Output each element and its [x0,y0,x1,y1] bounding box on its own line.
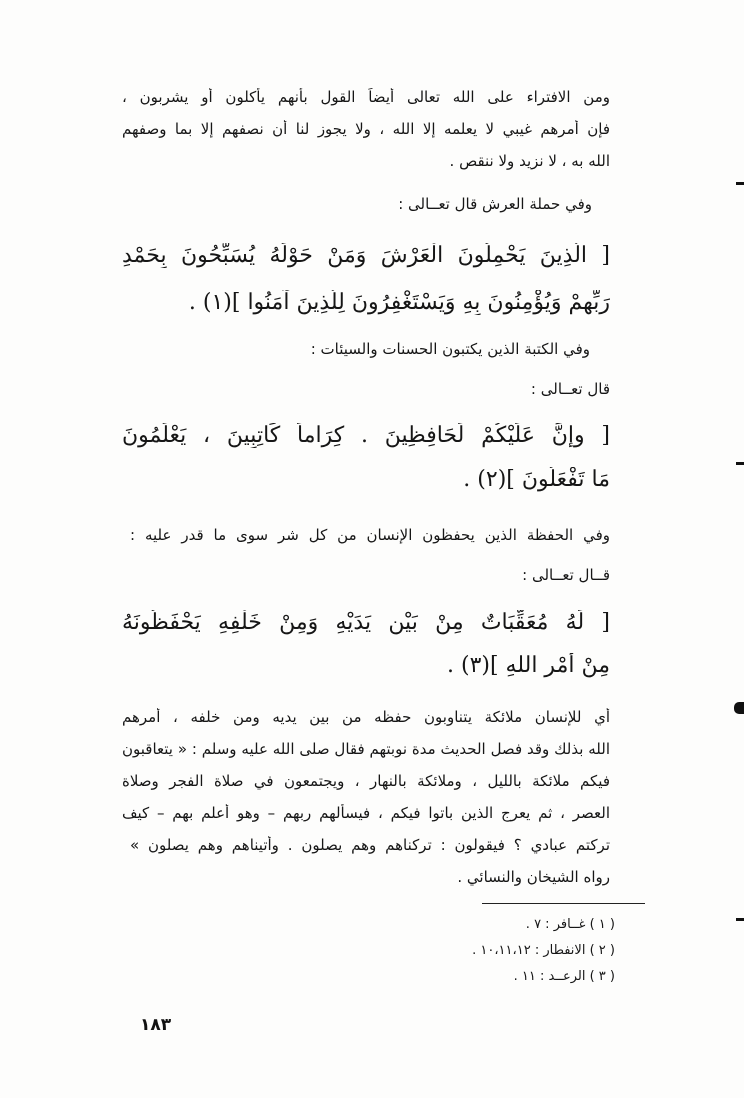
page-number: ١٨٣ [140,1015,172,1035]
verse-line: [ الَّذِينَ يَحْمِلُونَ الْعَرْشَ وَمَنْ حَوْلَهُ يُسَبِّحُونَ بِحَمْدِ [122,243,610,268]
verse-line: [ وإِنَّ عَلَيْكُمْ لَحَافِظِينَ . كِرَاماً كَاتِبِينَ ، يَعْلَمُونَ [122,423,610,448]
paragraph-line: قــال تعــالى : [522,566,610,584]
footnote: ( ٣ ) الرعــد : ١١ . [513,969,615,984]
paragraph-line: وفي الكتبة الذين يكتبون الحسنات والسيئات : [310,340,590,358]
verse-line: [ لَهُ مُعَقِّبَاتٌ مِنْ بَيْنِ يَدَيْهِ وَمِنْ خَلْفِهِ يَحْفَظُونَهُ [122,610,610,635]
edge-mark [736,462,744,465]
footnote-rule [482,903,645,904]
paragraph-line: رواه الشيخان والنسائي . [457,868,610,886]
paragraph-line: أي للإنسان ملائكة يتناوبون حفظه من بين يديه ومن خلفه ، أمرهم [122,708,610,726]
paragraph-line: الله بذلك وقد فصل الحديث مدة نوبتهم فقال صلى الله عليه وسلم : « يتعاقبون [122,740,610,758]
paragraph-line: فإن أمرهم غيبي لا يعلمه إلا الله ، ولا يجوز لنا أن نصفهم إلا بما وصفهم [122,120,610,138]
verse-line: مَا تَفْعَلُونَ ](٢) . [463,467,610,492]
verse-line: رَبِّهِمْ وَيُؤْمِنُونَ بِهِ وَيَسْتَغْفِرُونَ لِلَّذِينَ آمَنُوا ](١) . [188,290,610,315]
verse-line: مِنْ أَمْرِ اللهِ ](٣) . [446,653,610,678]
edge-mark [734,702,744,714]
edge-mark [736,182,744,185]
paragraph-line: وفي الحفظة الذين يحفظون الإنسان من كل شر سوى ما قدر عليه : [130,526,610,544]
paragraph-line: العصر ، ثم يعرج الذين باتوا فيكم ، فيسألهم ربهم – وهو أعلم بهم – كيف [122,804,610,822]
paragraph-line: الله به ، لا نزيد ولا ننقص . [449,152,610,170]
paragraph-line: تركتم عبادي ؟ فيقولون : تركناهم وهم يصلون . وأتيناهم وهم يصلون » [130,836,610,854]
footnote: ( ٢ ) الانفطار : ١٠،١١،١٢ . [472,943,615,958]
footnote: ( ١ ) غــافر : ٧ . [525,917,615,932]
paragraph-line: قال تعــالى : [530,380,610,398]
paragraph-line: ومن الافتراء على الله تعالى أيضاً القول بأنهم يأكلون أو يشربون ، [122,88,610,106]
edge-mark [736,918,744,921]
paragraph-line: وفي حملة العرش قال تعــالى : [398,195,592,213]
paragraph-line: فيكم ملائكة بالليل ، وملائكة بالنهار ، ويجتمعون في صلاة الفجر وصلاة [122,772,610,790]
